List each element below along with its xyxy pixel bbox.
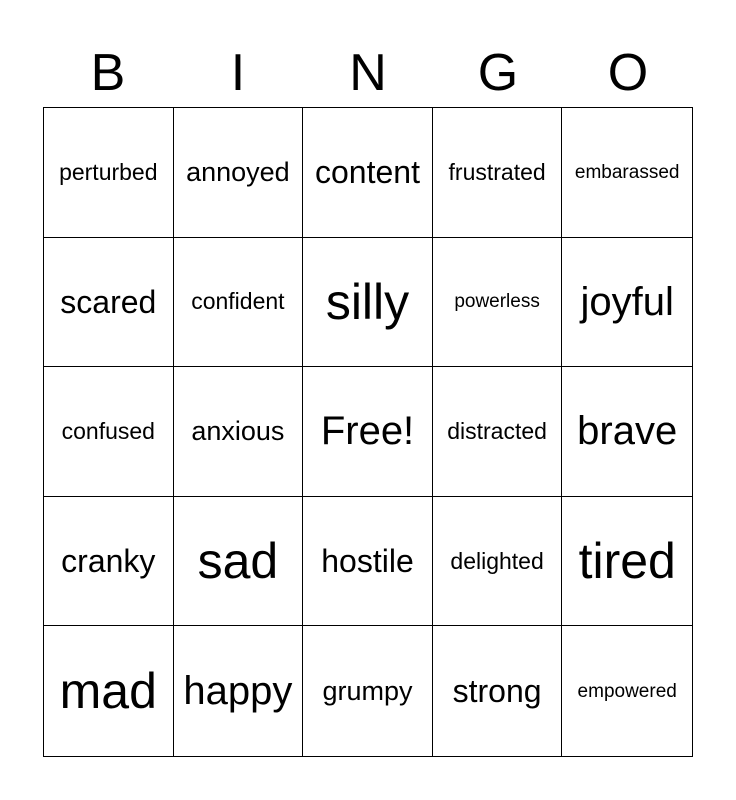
bingo-cell-r5-c5[interactable]: empowered bbox=[577, 680, 677, 702]
header-letter-g: G bbox=[477, 44, 519, 102]
bingo-cell-r3-c1[interactable]: confused bbox=[44, 367, 174, 497]
bingo-header bbox=[43, 40, 693, 106]
bingo-cell-r3-c4[interactable]: distracted bbox=[433, 367, 563, 497]
bingo-cell-r1-c5[interactable]: embarassed bbox=[562, 108, 692, 238]
bingo-cell-r1-c1[interactable]: perturbed bbox=[44, 108, 174, 238]
bingo-cell-r2-c4[interactable]: powerless bbox=[433, 238, 563, 368]
bingo-cell-r3-c5[interactable]: brave bbox=[562, 367, 692, 497]
bingo-cell-r1-c4[interactable]: frustrated bbox=[433, 108, 563, 238]
bingo-cell-r1-c3[interactable]: content bbox=[303, 108, 433, 238]
bingo-cell-r5-c2[interactable]: happy bbox=[174, 626, 304, 756]
bingo-cell-r2-c5[interactable]: joyful bbox=[562, 238, 692, 368]
bingo-cell-r3-c2[interactable]: anxious bbox=[174, 367, 304, 497]
bingo-cell-r4-c3[interactable]: hostile bbox=[303, 497, 433, 627]
bingo-cell-r5-c3[interactable]: grumpy bbox=[303, 626, 433, 756]
bingo-cell-r4-c5[interactable]: tired bbox=[562, 497, 692, 627]
bingo-cell-r1-c2[interactable]: annoyed bbox=[174, 108, 304, 238]
bingo-cell-r5-c1[interactable]: mad bbox=[44, 626, 174, 756]
bingo-cell-free[interactable]: Free! bbox=[303, 367, 433, 497]
header-letter-b: B bbox=[90, 44, 126, 102]
header-letter-n: N bbox=[349, 44, 387, 102]
bingo-cell-r2-c2[interactable]: confident bbox=[174, 238, 304, 368]
bingo-cell-r2-c1[interactable]: scared bbox=[44, 238, 174, 368]
header-letter-i: I bbox=[230, 44, 246, 102]
bingo-cell-r4-c4[interactable]: delighted bbox=[433, 497, 563, 627]
bingo-cell-r4-c2[interactable]: sad bbox=[174, 497, 304, 627]
bingo-cell-r4-c1[interactable]: cranky bbox=[44, 497, 174, 627]
header-letter-o: O bbox=[607, 44, 649, 102]
bingo-cell-r5-c4[interactable]: strong bbox=[433, 626, 563, 756]
bingo-card bbox=[43, 107, 693, 757]
bingo-cell-r2-c3[interactable]: silly bbox=[303, 238, 433, 368]
